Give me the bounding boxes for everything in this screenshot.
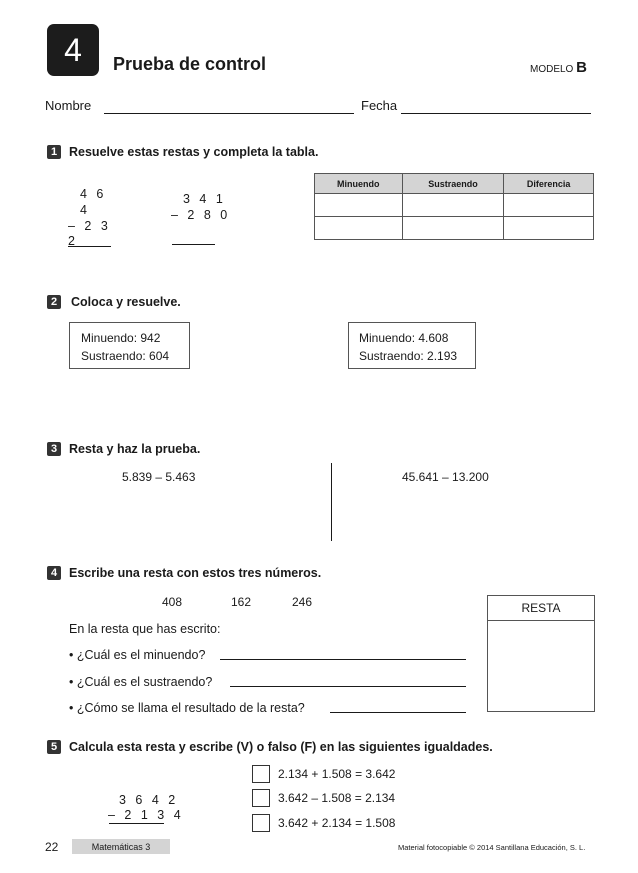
s4-number-3: 246 bbox=[292, 595, 313, 609]
section-4-title: Escribe una resta con estos tres números. bbox=[69, 566, 322, 580]
s3-operation-2: 45.641 – 13.200 bbox=[402, 470, 489, 484]
s2-box1-minuendo: Minuendo: 942 bbox=[81, 331, 161, 345]
s1-op2-result-line[interactable] bbox=[172, 244, 215, 245]
model-label: MODELO bbox=[530, 64, 574, 75]
model-letter: B bbox=[576, 59, 587, 76]
s1-op1-line2: 4 bbox=[80, 203, 90, 217]
table-row bbox=[315, 194, 594, 217]
s5-op-line2: – 2 1 3 4 bbox=[108, 808, 184, 822]
section-4-number: 4 bbox=[47, 566, 61, 580]
s5-op-line1: 3 6 4 2 bbox=[119, 793, 179, 807]
s3-operation-1: 5.839 – 5.463 bbox=[122, 470, 196, 484]
unit-badge bbox=[47, 24, 99, 76]
s1-op1-line3: – 2 3 bbox=[68, 219, 111, 233]
subject-label: Matemáticas 3 bbox=[91, 841, 151, 852]
table-cell[interactable] bbox=[402, 217, 504, 240]
subject-tab bbox=[72, 839, 170, 854]
s4-answer-resultado[interactable] bbox=[330, 712, 466, 713]
s5-checkbox-3[interactable] bbox=[252, 814, 270, 832]
resta-box-area[interactable] bbox=[488, 621, 594, 711]
copyright: Material fotocopiable © 2014 Santillana Educación, S. L. bbox=[398, 843, 586, 852]
page-title: Prueba de control bbox=[113, 54, 267, 74]
s5-equality-1: 2.134 + 1.508 = 3.642 bbox=[278, 767, 396, 781]
table-cell[interactable] bbox=[402, 194, 504, 217]
s4-answer-minuendo[interactable] bbox=[220, 659, 466, 660]
s4-number-2: 162 bbox=[231, 595, 252, 609]
s5-checkbox-2[interactable] bbox=[252, 789, 270, 807]
s2-box2-minuendo: Minuendo: 4.608 bbox=[359, 331, 449, 345]
s2-box-1 bbox=[69, 322, 190, 369]
s2-box2-sustraendo: Sustraendo: 2.193 bbox=[359, 349, 458, 363]
s2-box-2 bbox=[348, 322, 476, 369]
s1-op2-line2: – 2 8 0 bbox=[171, 208, 231, 222]
name-field[interactable] bbox=[104, 113, 354, 114]
resta-box bbox=[487, 595, 595, 712]
section-5-number: 5 bbox=[47, 740, 61, 754]
table-header-sustraendo: Sustraendo bbox=[402, 174, 504, 194]
unit-number: 4 bbox=[64, 31, 82, 68]
table-cell[interactable] bbox=[315, 217, 403, 240]
section-3-title: Resta y haz la prueba. bbox=[69, 442, 201, 456]
model-indicator bbox=[530, 59, 587, 76]
s5-result-line[interactable] bbox=[109, 823, 164, 824]
s1-op2-line1: 3 4 1 bbox=[183, 192, 226, 206]
s4-question-minuendo: • ¿Cuál es el minuendo? bbox=[69, 648, 206, 662]
results-table bbox=[314, 173, 594, 240]
section-2-title: Coloca y resuelve. bbox=[71, 295, 181, 309]
section-3-number: 3 bbox=[47, 442, 61, 456]
table-cell[interactable] bbox=[504, 217, 594, 240]
section-1-title: Resuelve estas restas y completa la tabla. bbox=[69, 145, 319, 159]
s1-op1-result-line[interactable] bbox=[68, 246, 111, 247]
section-2-number: 2 bbox=[47, 295, 61, 309]
s4-question-sustraendo: • ¿Cuál es el sustraendo? bbox=[69, 675, 213, 689]
s3-divider bbox=[331, 463, 332, 541]
table-cell[interactable] bbox=[504, 194, 594, 217]
section-1-number: 1 bbox=[47, 145, 61, 159]
name-label: Nombre bbox=[45, 98, 92, 113]
s5-equality-2: 3.642 – 1.508 = 2.134 bbox=[278, 791, 396, 805]
table-cell[interactable] bbox=[315, 194, 403, 217]
s2-box1-sustraendo: Sustraendo: 604 bbox=[81, 349, 170, 363]
s4-question-resultado: • ¿Cómo se llama el resultado de la resta? bbox=[69, 701, 305, 715]
table-header-row bbox=[315, 174, 594, 194]
date-field[interactable] bbox=[401, 113, 591, 114]
page-number: 22 bbox=[45, 840, 59, 854]
s4-intro: En la resta que has escrito: bbox=[69, 622, 221, 636]
s1-op1-line1: 4 6 bbox=[80, 187, 107, 201]
table-row bbox=[315, 217, 594, 240]
resta-box-label: RESTA bbox=[488, 596, 594, 621]
s4-answer-sustraendo[interactable] bbox=[230, 686, 466, 687]
date-label: Fecha bbox=[361, 98, 398, 113]
section-5-title: Calcula esta resta y escribe (V) o falso (F) en las siguientes igualdades. bbox=[69, 740, 493, 754]
table-header-minuendo: Minuendo bbox=[315, 174, 403, 194]
table-header-diferencia: Diferencia bbox=[504, 174, 594, 194]
s4-number-1: 408 bbox=[162, 595, 183, 609]
s5-checkbox-1[interactable] bbox=[252, 765, 270, 783]
s1-op1-line4: 2 bbox=[68, 234, 78, 248]
s5-equality-3: 3.642 + 2.134 = 1.508 bbox=[278, 816, 396, 830]
